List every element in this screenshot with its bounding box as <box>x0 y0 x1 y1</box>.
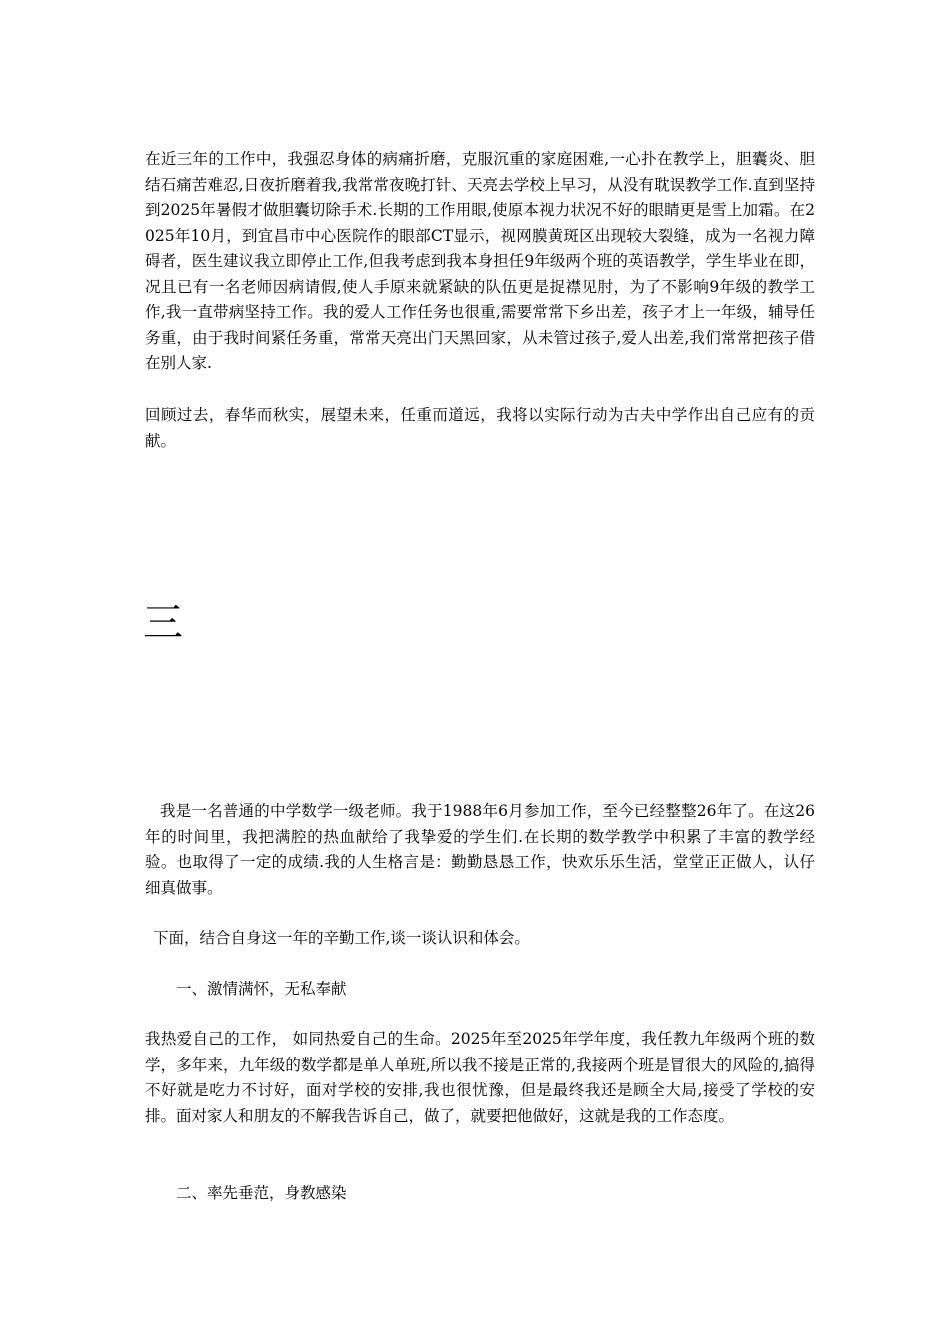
paragraph-looking-forward: 回顾过去，春华而秋实，展望未来，任重而道远，我将以实际行动为古夫中学作出自己应有的贡献。 <box>145 406 815 450</box>
paragraph-work-attitude: 我热爱自己的工作， 如同热爱自己的生命。2025年至2025年学年度，我任教九年级两个班的数学，多年来，九年级的数学都是单人单班,所以我不接是正常的,我接两个班是冒很大的风险的,搞得不好就是吃力不讨好，面对学校的安排,我也很忧豫，但是最终我还是顾全大局,接受了学校的安排。面对家人和朋友的不解我告诉自己，做了，就要把他做好，这就是我的工作态度。 <box>145 1030 815 1125</box>
subheading-passion-dedication: 一、激情满怀，无私奉献 <box>176 980 347 998</box>
paragraph-introduction: 我是一名普通的中学数学一级老师。我于1988年6月参加工作，至今已经整整26年了。在这26年的时间里，我把满腔的热血献给了我挚爱的学生们.在长期的数学教学中积累了丰富的教学经验。也取得了一定的成绩.我的人生格言是：勤勤恳恳工作，快欢乐乐生活，堂堂正正做人，认仔细真做事。 <box>145 802 815 897</box>
paragraph-work-hardship: 在近三年的工作中，我强忍身体的病痛折磨，克服沉重的家庭困难,一心扑在教学上，胆囊炎、胆结石痛苦难忍,日夜折磨着我,我常常夜晚打针、天亮去学校上早习，从没有耽误教学工作.直到坚持到2025年暑假才做胆囊切除手术.长期的工作用眼,使原本视力状况不好的眼睛更是雪上加霜。在2025年10月，到宜昌市中心医院作的眼部CT显示，视网膜黄斑区出现较大裂缝，成为一名视力障碍者，医生建议我立即停止工作,但我考虑到我本身担任9年级两个班的英语教学，学生毕业在即，况且已有一名老师因病请假,使人手原来就紧缺的队伍更是捉襟见肘，为了不影响9年级的教学工作,我一直带病坚持工作。我的爱人工作任务也很重,需要常常下乡出差，孩子才上一年级，辅导任务重，由于我时间紧任务重，常常天亮出门天黑回家，从未管过孩子,爱人出差,我们常常把孩子借在别人家. <box>145 150 815 372</box>
paragraph-overview: 下面，结合自身这一年的辛勤工作,谈一谈认识和体会。 <box>153 929 530 947</box>
subheading-lead-by-example: 二、率先垂范，身教感染 <box>176 1184 347 1202</box>
section-heading: 三 <box>143 600 183 646</box>
